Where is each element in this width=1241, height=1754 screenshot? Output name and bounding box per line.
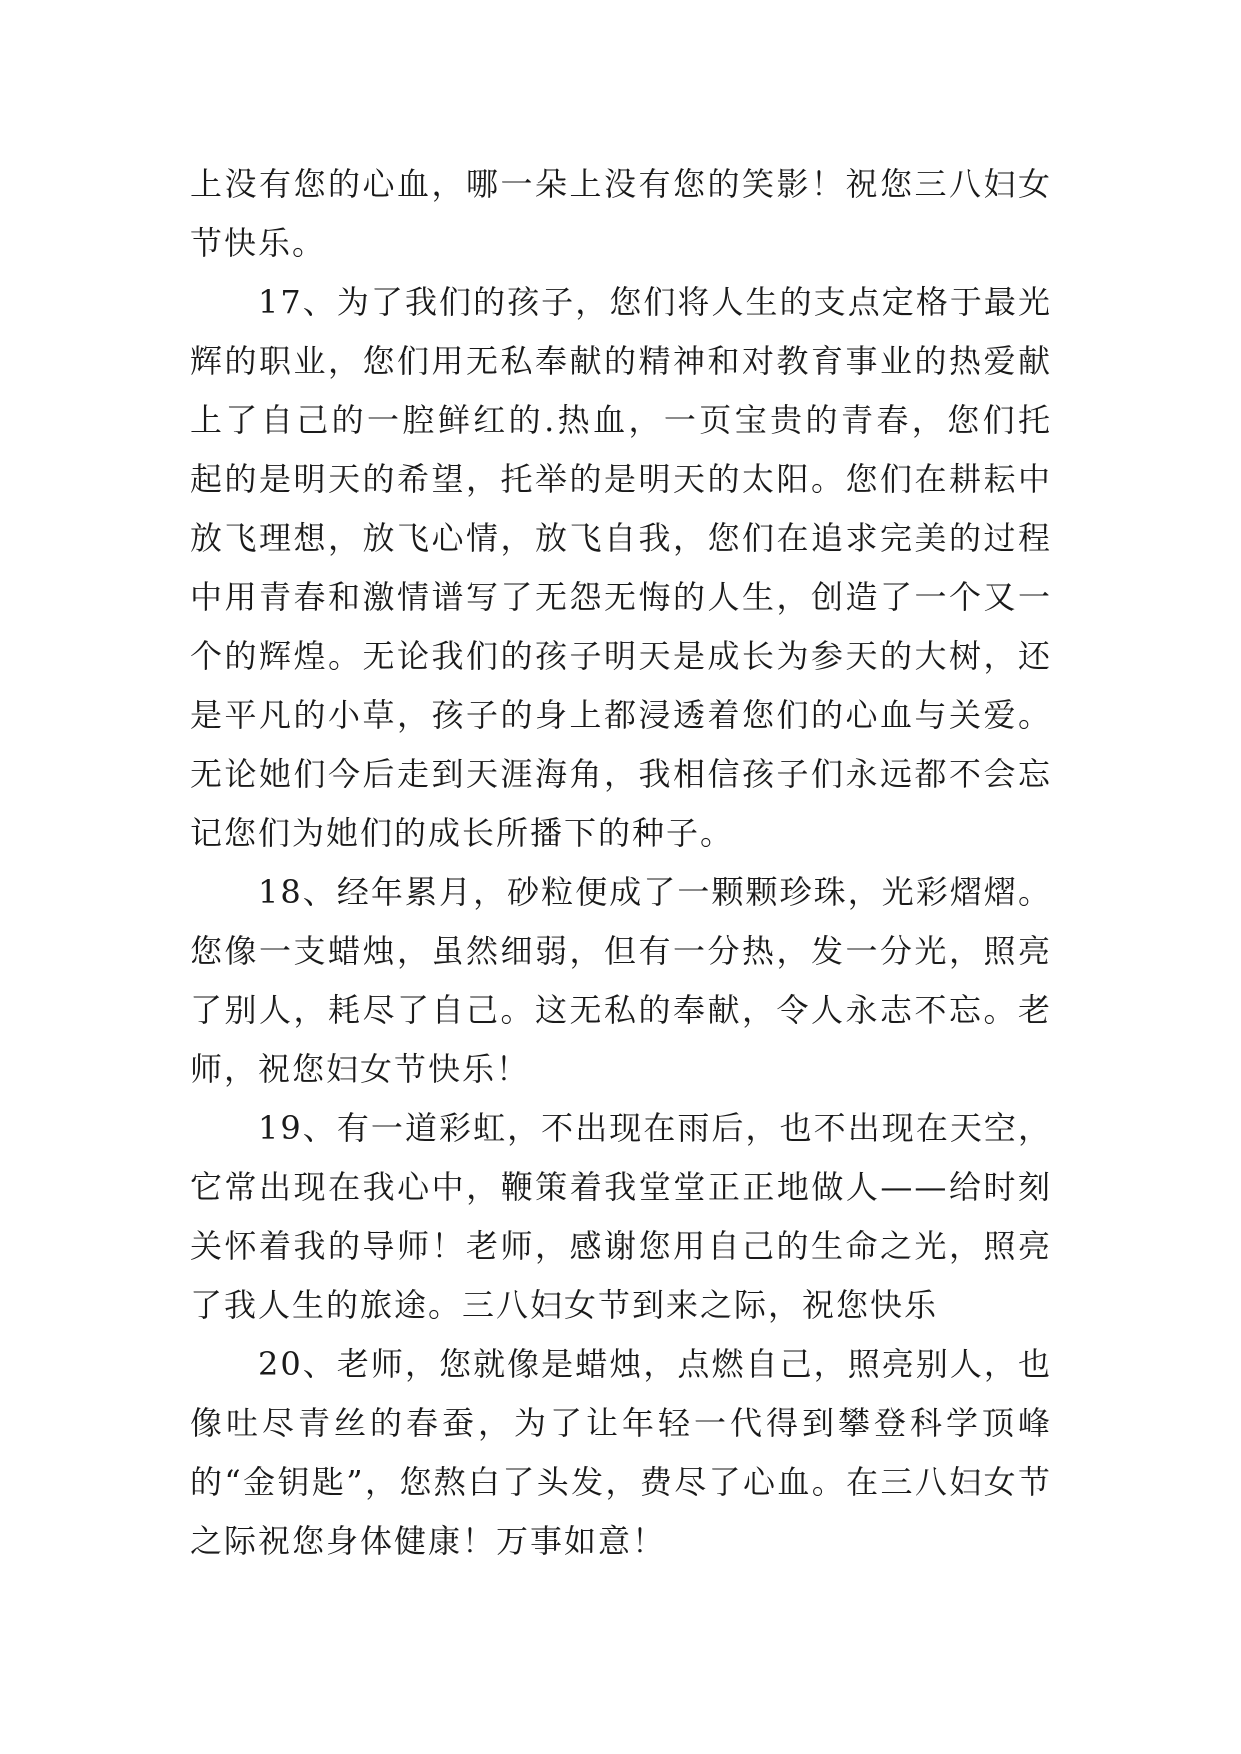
paragraph-20: 20、老师，您就像是蜡烛，点燃自己，照亮别人，也像吐尽青丝的春蚕，为了让年轻一代得到攀登科学顶峰的“金钥匙”，您熬白了头发，费尽了心血。在三八妇女节之际祝您身体健康！万事如意！ [190,1345,1052,1560]
paragraph-18: 18、经年累月，砂粒便成了一颗颗珍珠，光彩熠熠。您像一支蜡烛，虽然细弱，但有一分热，发一分光，照亮了别人，耗尽了自己。这无私的奉献，令人永志不忘。老师，祝您妇女节快乐！ [190,873,1052,1088]
paragraph-17: 17、为了我们的孩子，您们将人生的支点定格于最光辉的职业，您们用无私奉献的精神和对教育事业的热爱献上了自己的一腔鲜红的.热血，一页宝贵的青春，您们托起的是明天的希望，托举的是明天的太阳。您们在耕耘中放飞理想，放飞心情，放飞自我，您们在追求完美的过程中用青春和激情谱写了无怨无悔的人生，创造了一个又一个的辉煌。无论我们的孩子明天是成长为参天的大树，还是平凡的小草，孩子的身上都浸透着您们的心血与关爱。无论她们今后走到天涯海角，我相信孩子们永远都不会忘记您们为她们的成长所播下的种子。 [190,283,1052,852]
document-body [190,155,1052,1571]
paragraph-continued: 上没有您的心血，哪一朵上没有您的笑影！祝您三八妇女节快乐。 [190,165,1052,262]
paragraph-19: 19、有一道彩虹，不出现在雨后，也不出现在天空，它常出现在我心中，鞭策着我堂堂正正地做人——给时刻关怀着我的导师！老师，感谢您用自己的生命之光，照亮了我人生的旅途。三八妇女节到来之际，祝您快乐 [190,1109,1052,1324]
